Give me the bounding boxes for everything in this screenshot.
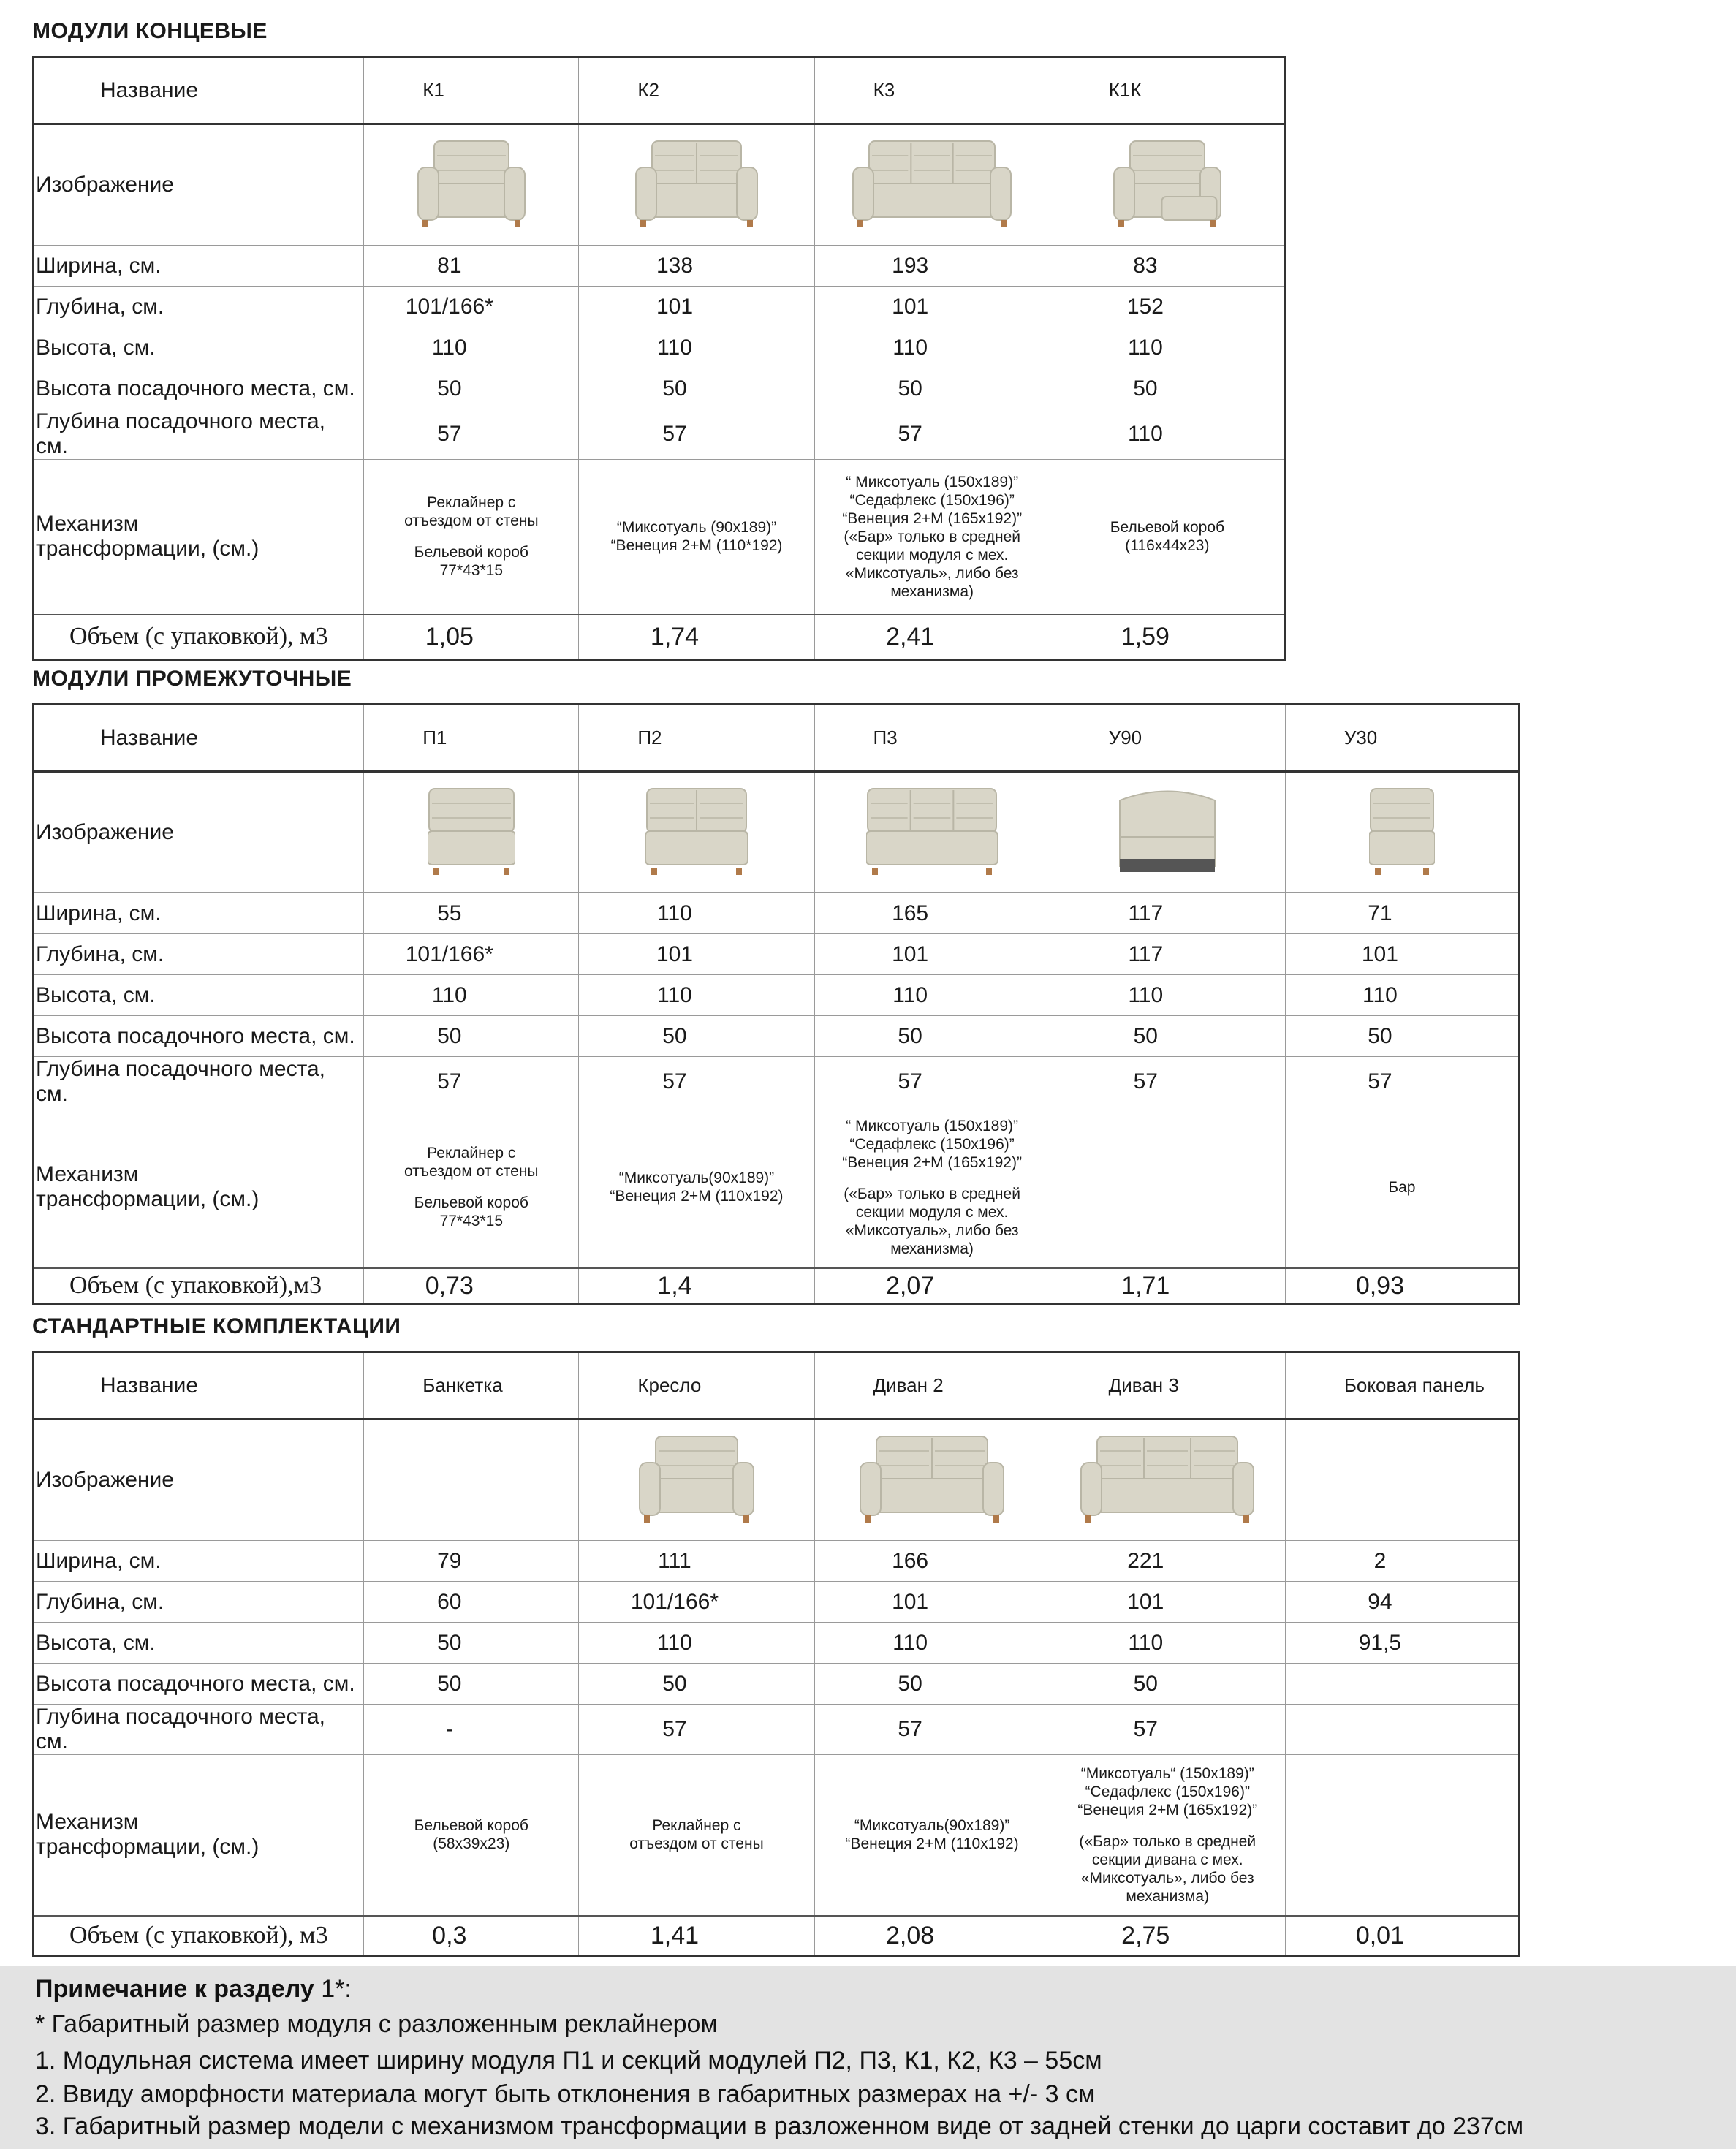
three-section-icon: [866, 778, 998, 881]
width-value: 193: [814, 246, 1050, 287]
mech-label-line: трансформации, (см.): [36, 1187, 259, 1212]
row-label: Высота посадочного места, см.: [34, 1016, 364, 1057]
mechanism-line: (116х44х23): [1125, 537, 1210, 555]
row-label: Высота посадочного места, см.: [34, 368, 364, 409]
mech-label-line: трансформации, (см.): [36, 1835, 259, 1860]
volume-value: 2,41: [814, 615, 1050, 660]
mechanism-line: секции модуля с мех.: [855, 546, 1009, 564]
row-label: Объем (с упаковкой),м3: [34, 1268, 364, 1305]
mech-label-line: Механизм: [36, 1162, 139, 1187]
row-width: [34, 893, 1520, 934]
mechanism-line: (58х39х23): [433, 1835, 510, 1853]
sofa-2-icon: [859, 1426, 1005, 1528]
product-image-cell: [1050, 772, 1285, 893]
two-section-icon: [645, 778, 748, 881]
volume-value: 1,4: [579, 1268, 814, 1305]
mechanism-line: 77*43*15: [439, 1213, 503, 1230]
row-label: Объем (с упаковкой), м3: [34, 1916, 364, 1957]
mechanism-line: («Бар» только в средней: [844, 1185, 1020, 1202]
product-image-cell: [1285, 1420, 1519, 1541]
row-height: [34, 975, 1520, 1016]
product-image-cell: [1285, 772, 1519, 893]
row-label: Высота посадочного места, см.: [34, 1664, 364, 1705]
column-header: У30: [1285, 705, 1519, 772]
row-label: Название: [34, 1352, 364, 1420]
mechanism-line: «Миксотуаль», либо без: [845, 1221, 1019, 1239]
column-header: К2: [579, 57, 814, 124]
seat-depth-value: 57: [579, 1057, 814, 1107]
row-seat-depth: [34, 1705, 1520, 1755]
sofa-3-icon: [1080, 1426, 1255, 1528]
depth-value: 117: [1050, 934, 1285, 975]
width-value: 166: [814, 1541, 1050, 1582]
depth-value: 60: [364, 1582, 579, 1623]
mechanism-line: механизма): [1126, 1887, 1210, 1905]
height-value: 110: [814, 1623, 1050, 1664]
depth-value: 101: [814, 287, 1050, 327]
seat-height-value: 50: [1050, 368, 1285, 409]
column-header: Диван 3: [1050, 1352, 1285, 1420]
mechanism-line: Бар: [1388, 1178, 1416, 1196]
mechanism-line: Реклайнер с: [427, 494, 516, 512]
column-header: К3: [814, 57, 1050, 124]
row-volume: [34, 1916, 1520, 1957]
seat-depth-value: 57: [579, 409, 814, 460]
mechanism-line: “Венеция 2+М (165х192)”: [1077, 1801, 1258, 1819]
row-label: Название: [34, 705, 364, 772]
width-value: 2: [1285, 1541, 1519, 1582]
row-label: Изображение: [34, 1420, 364, 1541]
row-name: [34, 1352, 1520, 1420]
row-depth: [34, 934, 1520, 975]
mechanism-cell: [1285, 1755, 1519, 1916]
width-value: 117: [1050, 893, 1285, 934]
spacer: [371, 1180, 571, 1194]
row-height: [34, 1623, 1520, 1664]
height-value: 91,5: [1285, 1623, 1519, 1664]
mechanism-line: “Миксотуаль (90х189)”: [616, 519, 777, 537]
seat-height-value: 50: [1050, 1664, 1285, 1705]
row-label: Глубина посадочного места, см.: [34, 1705, 364, 1755]
mechanism-line: секции дивана с мех.: [1091, 1851, 1243, 1868]
product-image-cell: [579, 124, 814, 246]
mechanism-cell: [579, 1107, 814, 1268]
row-label: Глубина, см.: [34, 1582, 364, 1623]
mechanism-line: Бельевой короб: [414, 544, 528, 561]
seat-height-value: 50: [814, 368, 1050, 409]
volume-value: 0,3: [364, 1916, 579, 1957]
seat-depth-value: 57: [814, 1705, 1050, 1755]
product-image-cell: [814, 772, 1050, 893]
row-label: [34, 1755, 364, 1916]
height-value: 110: [364, 327, 579, 368]
mechanism-line: Бельевой короб: [1110, 519, 1225, 537]
row-mech: [34, 1107, 1520, 1268]
seat-depth-value: [1285, 1705, 1519, 1755]
depth-value: 101/166*: [364, 287, 579, 327]
product-image-cell: [364, 124, 579, 246]
mechanism-line: “Венеция 2+М (110х192): [845, 1835, 1019, 1853]
section-title-end-modules: МОДУЛИ КОНЦЕВЫЕ: [32, 19, 268, 43]
row-label: Изображение: [34, 772, 364, 893]
row-label: Ширина, см.: [34, 246, 364, 287]
note-line: 1. Модульная система имеет ширину модуля П1 и секций модулей П2, П3, К1, К2, К3 – 55см: [35, 2047, 1102, 2074]
row-mech: [34, 1755, 1520, 1916]
mechanism-line: отъездом от стены: [404, 1163, 539, 1180]
row-label: Изображение: [34, 124, 364, 246]
height-value: 110: [814, 975, 1050, 1016]
note-title-suffix: 1*:: [314, 1975, 352, 2003]
mech-label-line: трансформации, (см.): [36, 537, 259, 561]
mechanism-line: “ Миксотуаль (150х189)”: [846, 1117, 1018, 1134]
mechanism-line: “Миксотуаль(90х189)”: [618, 1170, 775, 1187]
seat-height-value: 50: [1050, 1016, 1285, 1057]
row-width: [34, 1541, 1520, 1582]
volume-value: 1,05: [364, 615, 579, 660]
width-value: 138: [579, 246, 814, 287]
seat-height-value: 50: [814, 1016, 1050, 1057]
standard-sets-table: [32, 1351, 1520, 1957]
mechanism-cell: [814, 460, 1050, 615]
seat-depth-value: 57: [1285, 1057, 1519, 1107]
product-image-cell: [579, 1420, 814, 1541]
product-image-cell: [364, 1420, 579, 1541]
width-value: 83: [1050, 246, 1285, 287]
row-label: Ширина, см.: [34, 1541, 364, 1582]
mechanism-line: “Венеция 2+М (110х192): [610, 1188, 784, 1205]
row-width: [34, 246, 1286, 287]
mechanism-line: секции модуля с мех.: [855, 1203, 1009, 1221]
mechanism-line: Реклайнер с: [427, 1145, 516, 1162]
row-seat-depth: [34, 409, 1286, 460]
note-title-text: Примечание к разделу: [35, 1975, 314, 2003]
width-value: 111: [579, 1541, 814, 1582]
seat-height-value: 50: [364, 1016, 579, 1057]
row-label: [34, 460, 364, 615]
product-image-cell: [1050, 1420, 1285, 1541]
mechanism-cell: [579, 460, 814, 615]
row-label: Глубина, см.: [34, 934, 364, 975]
mechanism-line: “Венеция 2+М (165х192)”: [842, 509, 1023, 527]
mechanism-cell: [1050, 460, 1285, 615]
volume-value: 1,59: [1050, 615, 1285, 660]
width-value: 110: [579, 893, 814, 934]
depth-value: 101/166*: [364, 934, 579, 975]
row-label: Высота, см.: [34, 1623, 364, 1664]
volume-value: 2,08: [814, 1916, 1050, 1957]
mechanism-cell: [814, 1107, 1050, 1268]
height-value: 110: [364, 975, 579, 1016]
volume-value: 2,75: [1050, 1916, 1285, 1957]
mechanism-line: «Миксотуаль», либо без: [845, 564, 1019, 582]
chaise-module-icon: [1113, 131, 1222, 233]
corner-30-icon: [1369, 778, 1435, 881]
mechanism-cell: [814, 1755, 1050, 1916]
height-value: 110: [1050, 327, 1285, 368]
mechanism-line: “Седафлекс (150х196)”: [849, 491, 1015, 509]
mechanism-line: «Миксотуаль», либо без: [1080, 1869, 1254, 1887]
row-mech: [34, 460, 1286, 615]
seat-height-value: 50: [1285, 1016, 1519, 1057]
volume-value: 0,73: [364, 1268, 579, 1305]
mech-label-line: Механизм: [36, 512, 139, 537]
mechanism-line: («Бар» только в средней: [844, 528, 1021, 545]
spacer: [822, 1172, 1042, 1185]
row-label: Ширина, см.: [34, 893, 364, 934]
column-header: П3: [814, 705, 1050, 772]
end-modules-table: [32, 56, 1286, 661]
seat-depth-value: 57: [814, 409, 1050, 460]
section-title-intermediate-modules: МОДУЛИ ПРОМЕЖУТОЧНЫЕ: [32, 667, 352, 691]
mech-label-line: Механизм: [36, 1810, 139, 1835]
column-header: Банкетка: [364, 1352, 579, 1420]
width-value: 55: [364, 893, 579, 934]
row-image: [34, 772, 1520, 893]
mechanism-line: “ Миксотуаль (150х189)”: [846, 473, 1019, 490]
two-seat-module-icon: [634, 131, 759, 233]
column-header: К1К: [1050, 57, 1285, 124]
note-line: * Габаритный размер модуля с разложенным реклайнером: [35, 2010, 718, 2038]
product-image-cell: [814, 1420, 1050, 1541]
mechanism-line: («Бар» только в средней: [1079, 1832, 1256, 1850]
column-header: Боковая панель: [1285, 1352, 1519, 1420]
depth-value: 101: [814, 934, 1050, 975]
width-value: 165: [814, 893, 1050, 934]
height-value: 110: [579, 1623, 814, 1664]
seat-height-value: 50: [364, 368, 579, 409]
seat-height-value: 50: [579, 1016, 814, 1057]
seat-height-value: 50: [579, 1664, 814, 1705]
row-label: Высота, см.: [34, 327, 364, 368]
volume-value: 0,01: [1285, 1916, 1519, 1957]
row-height: [34, 327, 1286, 368]
seat-depth-value: 57: [814, 1057, 1050, 1107]
column-header: П2: [579, 705, 814, 772]
row-depth: [34, 287, 1286, 327]
mechanism-cell: [364, 1107, 579, 1268]
height-value: 110: [1050, 1623, 1285, 1664]
seat-height-value: 50: [579, 368, 814, 409]
mechanism-line: “Седафлекс (150х196)”: [1085, 1783, 1250, 1800]
volume-value: 1,41: [579, 1916, 814, 1957]
height-value: 50: [364, 1623, 579, 1664]
mechanism-line: “Седафлекс (150х196)”: [849, 1135, 1015, 1153]
mechanism-cell: [1285, 1107, 1519, 1268]
depth-value: 152: [1050, 287, 1285, 327]
note-line: 2. Ввиду аморфности материала могут быть отклонения в габаритных размерах на +/- 3 см: [35, 2080, 1096, 2108]
row-seat-height: [34, 1016, 1520, 1057]
height-value: 110: [1050, 975, 1285, 1016]
depth-value: 94: [1285, 1582, 1519, 1623]
volume-value: 1,71: [1050, 1268, 1285, 1305]
armchair-module-icon: [417, 131, 526, 233]
column-header: У90: [1050, 705, 1285, 772]
mechanism-line: 77*43*15: [439, 562, 504, 580]
column-header: Диван 2: [814, 1352, 1050, 1420]
product-image-cell: [579, 772, 814, 893]
spacer: [371, 530, 571, 543]
row-seat-height: [34, 1664, 1520, 1705]
mechanism-line: Реклайнер с: [652, 1817, 741, 1835]
seat-depth-value: 57: [579, 1705, 814, 1755]
spacer: [1058, 1819, 1278, 1832]
row-label: Высота, см.: [34, 975, 364, 1016]
volume-value: 1,74: [579, 615, 814, 660]
section-title-standard-sets: СТАНДАРТНЫЕ КОМПЛЕКТАЦИИ: [32, 1314, 401, 1338]
depth-value: 101/166*: [579, 1582, 814, 1623]
volume-value: 0,93: [1285, 1268, 1519, 1305]
row-label: Глубина посадочного места, см.: [34, 409, 364, 460]
corner-90-icon: [1113, 778, 1222, 881]
mechanism-line: “Венеция 2+М (165х192)”: [842, 1153, 1022, 1171]
mechanism-cell: [364, 1755, 579, 1916]
row-volume: [34, 615, 1286, 660]
row-label: Глубина посадочного места, см.: [34, 1057, 364, 1107]
row-label: Объем (с упаковкой), м3: [34, 615, 364, 660]
mechanism-line: Бельевой короб: [414, 1817, 528, 1835]
row-volume: [34, 1268, 1520, 1305]
width-value: 79: [364, 1541, 579, 1582]
mechanism-line: “Венеция 2+М (110*192): [610, 537, 783, 555]
three-seat-module-icon: [852, 131, 1012, 233]
row-name: [34, 57, 1286, 124]
seat-depth-value: 57: [1050, 1705, 1285, 1755]
width-value: 221: [1050, 1541, 1285, 1582]
mechanism-cell: [1050, 1755, 1285, 1916]
note-panel: [0, 1966, 1736, 2149]
height-value: 110: [814, 327, 1050, 368]
row-label: Глубина, см.: [34, 287, 364, 327]
depth-value: 101: [1050, 1582, 1285, 1623]
width-value: 81: [364, 246, 579, 287]
seat-height-value: [1285, 1664, 1519, 1705]
depth-value: 101: [1285, 934, 1519, 975]
seat-depth-value: 57: [364, 409, 579, 460]
mechanism-line: механизма): [890, 1240, 974, 1257]
height-value: 110: [1285, 975, 1519, 1016]
seat-height-value: 50: [364, 1664, 579, 1705]
seat-depth-value: 57: [364, 1057, 579, 1107]
note-line: 3. Габаритный размер модели с механизмом трансформации в разложенном виде от задней стенки до царги составит до 237см: [35, 2112, 1524, 2140]
row-label: Название: [34, 57, 364, 124]
product-image-cell: [1050, 124, 1285, 246]
height-value: 110: [579, 975, 814, 1016]
seat-depth-value: 110: [1050, 409, 1285, 460]
note-title: [35, 1975, 352, 2004]
product-image-cell: [364, 772, 579, 893]
mechanism-cell: [364, 460, 579, 615]
row-image: [34, 124, 1286, 246]
seat-depth-value: 57: [1050, 1057, 1285, 1107]
mechanism-line: “Миксотуаль(90х189)”: [854, 1817, 1010, 1835]
mechanism-cell: [579, 1755, 814, 1916]
mechanism-line: механизма): [890, 583, 974, 600]
column-header: Кресло: [579, 1352, 814, 1420]
depth-value: 101: [814, 1582, 1050, 1623]
row-depth: [34, 1582, 1520, 1623]
row-image: [34, 1420, 1520, 1541]
product-image-cell: [814, 124, 1050, 246]
height-value: 110: [579, 327, 814, 368]
seat-depth-value: -: [364, 1705, 579, 1755]
mechanism-line: отъездом от стены: [629, 1835, 764, 1853]
intermediate-modules-table: [32, 703, 1520, 1305]
column-header: П1: [364, 705, 579, 772]
seat-height-value: 50: [814, 1664, 1050, 1705]
row-label: [34, 1107, 364, 1268]
row-seat-depth: [34, 1057, 1520, 1107]
depth-value: 101: [579, 287, 814, 327]
width-value: 71: [1285, 893, 1519, 934]
row-name: [34, 705, 1520, 772]
depth-value: 101: [579, 934, 814, 975]
single-section-icon: [428, 778, 515, 881]
mechanism-cell: [1050, 1107, 1285, 1268]
mechanism-line: отъездом от стены: [404, 512, 539, 530]
mechanism-line: Бельевой короб: [414, 1194, 528, 1212]
volume-value: 2,07: [814, 1268, 1050, 1305]
armchair-icon: [638, 1426, 755, 1528]
column-header: К1: [364, 57, 579, 124]
row-seat-height: [34, 368, 1286, 409]
mechanism-line: “Миксотуаль“ (150х189)”: [1080, 1765, 1254, 1782]
